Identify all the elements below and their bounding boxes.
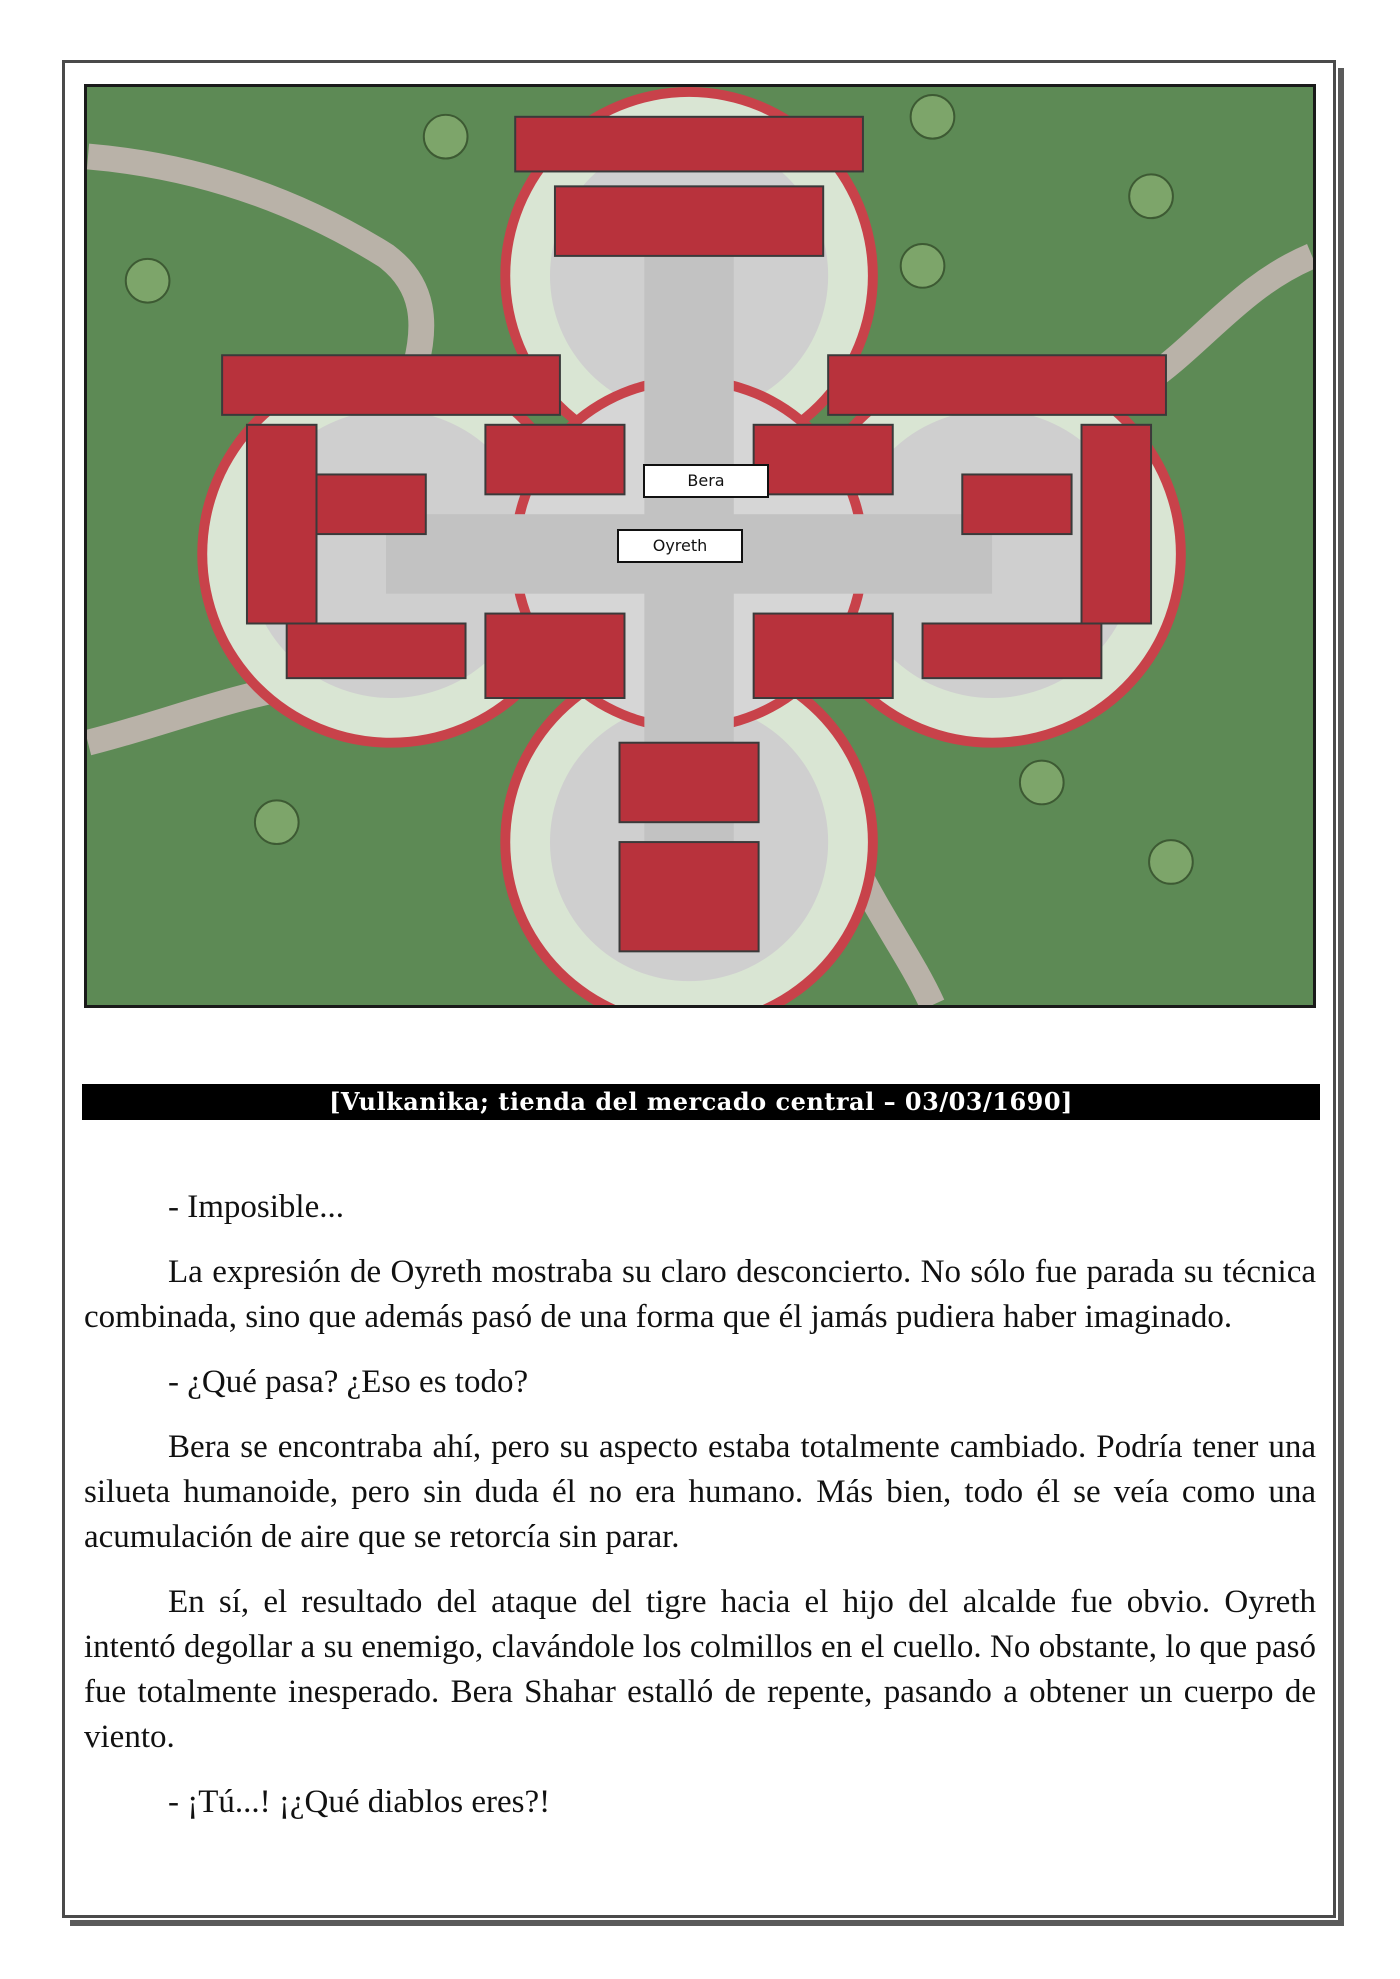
map-label-bera: Bera [643, 464, 769, 498]
map-label-oyreth: Oyreth [617, 529, 743, 563]
paragraph: - ¡Tú...! ¡¿Qué diablos eres?! [168, 1784, 551, 1820]
story-text [84, 1185, 1316, 1845]
paragraph: En sí, el resultado del ataque del tigre hacia el hijo del alcalde fue obvio. Oyreth intentó degollar a su enemigo, clavándole los colmillos en el cuello. No obstante, lo que pasó fue totalmente inesperado. Bera Shahar estalló de repente, pasando a obtener un cuerpo de viento. [84, 1584, 1316, 1755]
scene-caption: [Vulkanika; tienda del mercado central – 03/03/1690] [82, 1084, 1320, 1120]
paragraph: - Imposible... [168, 1189, 344, 1225]
paragraph: - ¿Qué pasa? ¿Eso es todo? [168, 1364, 529, 1400]
paragraph: La expresión de Oyreth mostraba su claro desconcierto. No sólo fue parada su técnica combinada, sino que además pasó de una forma que él jamás pudiera haber imaginado. [84, 1254, 1316, 1335]
paragraph: Bera se encontraba ahí, pero su aspecto estaba totalmente cambiado. Podría tener una silueta humanoide, pero sin duda él no era humano. Más bien, todo él se veía como una acumulación de aire que se retorcía sin parar. [84, 1429, 1316, 1555]
